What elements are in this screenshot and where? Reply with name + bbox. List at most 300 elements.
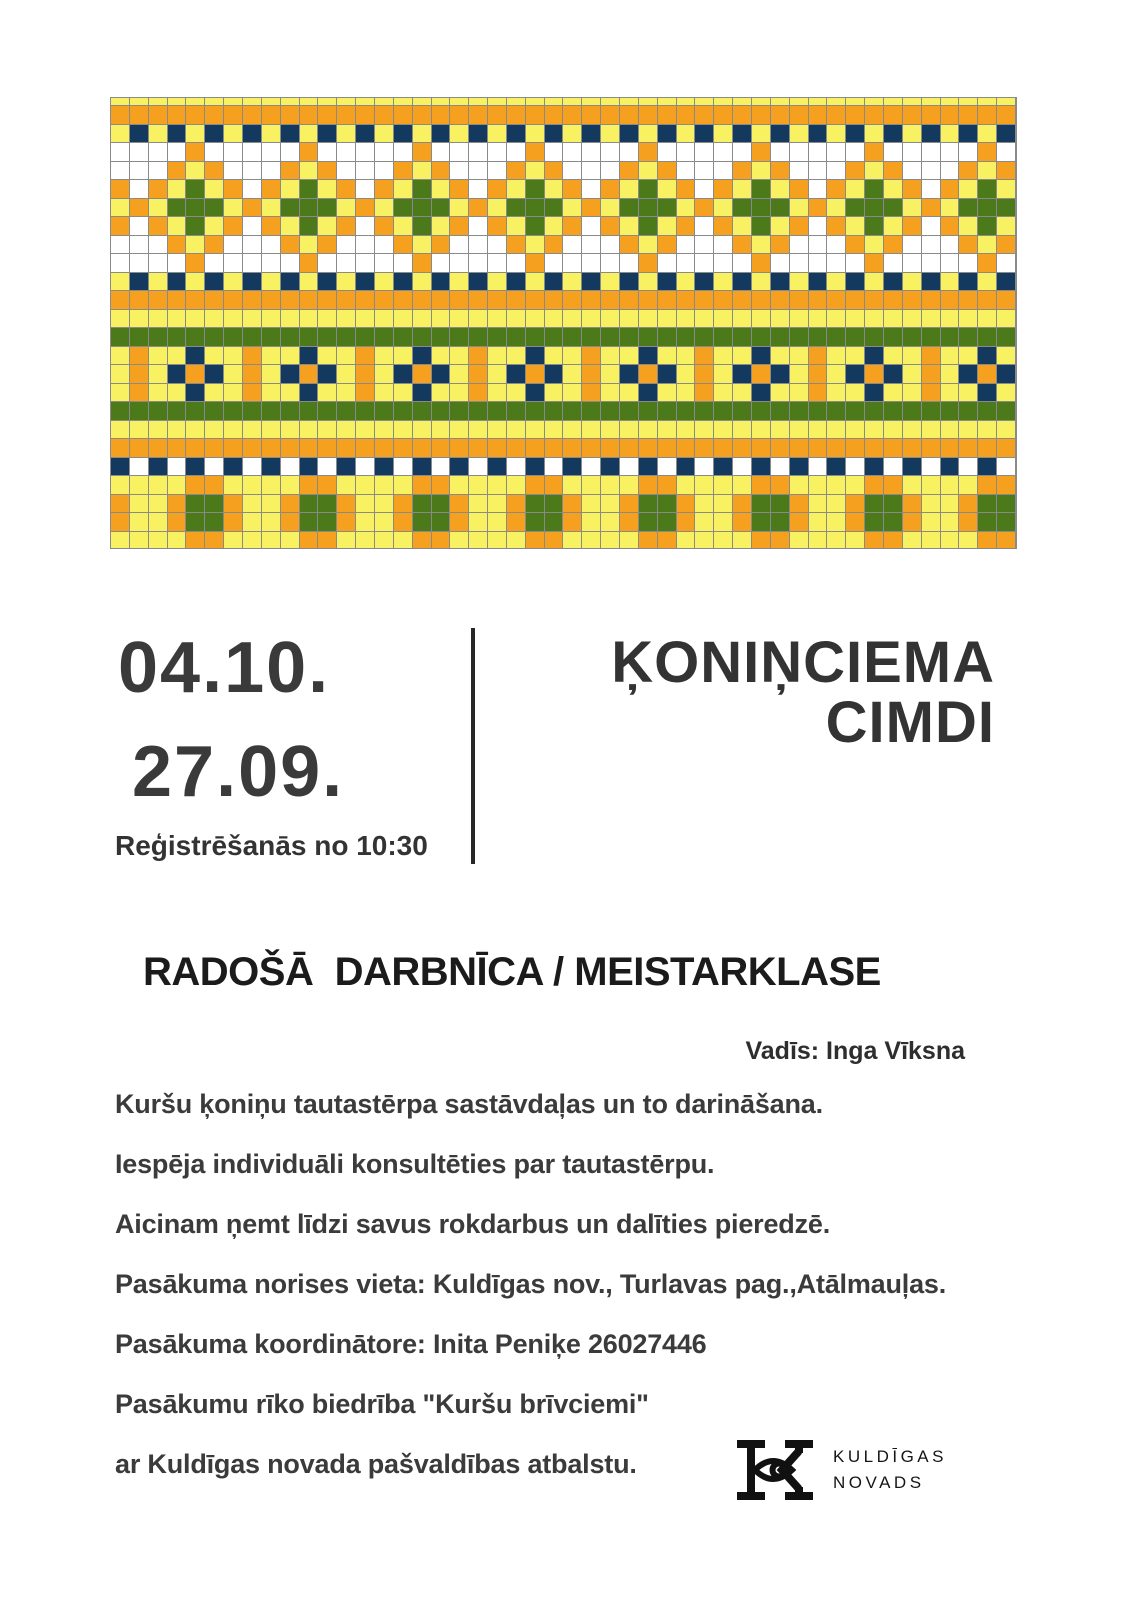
- pattern-cell: [582, 236, 601, 255]
- pattern-cell: [978, 98, 997, 106]
- pattern-cell: [941, 143, 960, 162]
- pattern-cell: [752, 513, 771, 532]
- pattern-cell: [959, 180, 978, 199]
- pattern-cell: [300, 384, 319, 403]
- pattern-cell: [318, 291, 337, 310]
- pattern-cell: [752, 125, 771, 144]
- pattern-cell: [300, 365, 319, 384]
- event-description: [115, 1074, 1035, 1494]
- pattern-cell: [695, 421, 714, 440]
- pattern-cell: [413, 402, 432, 421]
- pattern-cell: [695, 495, 714, 514]
- pattern-cell: [620, 273, 639, 292]
- pattern-cell: [695, 532, 714, 550]
- pattern-cell: [846, 439, 865, 458]
- pattern-cell: [639, 180, 658, 199]
- pattern-cell: [394, 180, 413, 199]
- pattern-cell: [130, 217, 149, 236]
- pattern-cell: [205, 254, 224, 273]
- pattern-cell: [300, 180, 319, 199]
- pattern-cell: [413, 421, 432, 440]
- pattern-cell: [846, 513, 865, 532]
- pattern-cell: [865, 143, 884, 162]
- pattern-cell: [714, 143, 733, 162]
- pattern-cell: [224, 439, 243, 458]
- pattern-cell: [695, 328, 714, 347]
- pattern-cell: [846, 328, 865, 347]
- pattern-cell: [526, 291, 545, 310]
- pattern-cell: [432, 402, 451, 421]
- pattern-cell: [281, 384, 300, 403]
- pattern-cell: [243, 162, 262, 181]
- pattern-cell: [375, 347, 394, 366]
- pattern-cell: [300, 98, 319, 106]
- pattern-cell: [545, 384, 564, 403]
- pattern-cell: [941, 310, 960, 329]
- pattern-cell: [337, 439, 356, 458]
- pattern-cell: [752, 143, 771, 162]
- pattern-cell: [243, 217, 262, 236]
- pattern-cell: [281, 199, 300, 218]
- pattern-cell: [582, 384, 601, 403]
- pattern-cell: [111, 106, 130, 125]
- pattern-cell: [526, 402, 545, 421]
- pattern-cell: [205, 347, 224, 366]
- pattern-cell: [922, 199, 941, 218]
- pattern-cell: [639, 365, 658, 384]
- pattern-cell: [997, 98, 1016, 106]
- pattern-cell: [281, 106, 300, 125]
- pattern-cell: [356, 273, 375, 292]
- pattern-cell: [733, 421, 752, 440]
- pattern-cell: [488, 439, 507, 458]
- pattern-cell: [563, 421, 582, 440]
- pattern-cell: [243, 98, 262, 106]
- pattern-cell: [545, 199, 564, 218]
- pattern-cell: [809, 162, 828, 181]
- pattern-cell: [300, 495, 319, 514]
- pattern-cell: [695, 199, 714, 218]
- pattern-cell: [563, 310, 582, 329]
- pattern-cell: [790, 310, 809, 329]
- pattern-cell: [337, 328, 356, 347]
- pattern-cell: [714, 328, 733, 347]
- event-date-primary: 04.10.: [118, 628, 331, 708]
- pattern-cell: [978, 513, 997, 532]
- pattern-cell: [186, 495, 205, 514]
- pattern-cell: [733, 143, 752, 162]
- pattern-cell: [903, 162, 922, 181]
- pattern-cell: [714, 106, 733, 125]
- pattern-cell: [300, 513, 319, 532]
- pattern-cell: [281, 217, 300, 236]
- pattern-cell: [205, 421, 224, 440]
- pattern-cell: [205, 310, 224, 329]
- pattern-cell: [168, 476, 187, 495]
- pattern-cell: [224, 402, 243, 421]
- pattern-cell: [243, 384, 262, 403]
- pattern-cell: [318, 458, 337, 477]
- pattern-cell: [620, 439, 639, 458]
- pattern-cell: [846, 476, 865, 495]
- pattern-cell: [281, 98, 300, 106]
- pattern-cell: [356, 365, 375, 384]
- pattern-cell: [658, 106, 677, 125]
- pattern-cell: [677, 421, 696, 440]
- pattern-cell: [356, 310, 375, 329]
- pattern-cell: [450, 513, 469, 532]
- pattern-cell: [356, 291, 375, 310]
- pattern-cell: [978, 217, 997, 236]
- pattern-cell: [224, 513, 243, 532]
- pattern-cell: [318, 347, 337, 366]
- pattern-cell: [677, 365, 696, 384]
- pattern-cell: [771, 476, 790, 495]
- pattern-cell: [205, 199, 224, 218]
- pattern-cell: [186, 273, 205, 292]
- pattern-cell: [432, 495, 451, 514]
- pattern-cell: [978, 125, 997, 144]
- pattern-cell: [563, 180, 582, 199]
- pattern-cell: [375, 143, 394, 162]
- pattern-cell: [205, 291, 224, 310]
- pattern-cell: [677, 180, 696, 199]
- pattern-cell: [450, 458, 469, 477]
- pattern-cell: [922, 476, 941, 495]
- pattern-cell: [186, 513, 205, 532]
- pattern-cell: [563, 328, 582, 347]
- pattern-cell: [186, 347, 205, 366]
- pattern-cell: [639, 291, 658, 310]
- pattern-cell: [733, 495, 752, 514]
- pattern-cell: [771, 421, 790, 440]
- pattern-cell: [507, 365, 526, 384]
- pattern-cell: [526, 495, 545, 514]
- pattern-cell: [809, 328, 828, 347]
- pattern-cell: [545, 532, 564, 550]
- pattern-cell: [846, 291, 865, 310]
- pattern-cell: [413, 439, 432, 458]
- pattern-cell: [545, 254, 564, 273]
- pattern-cell: [771, 328, 790, 347]
- pattern-cell: [752, 402, 771, 421]
- pattern-cell: [432, 273, 451, 292]
- pattern-cell: [526, 458, 545, 477]
- pattern-cell: [111, 495, 130, 514]
- pattern-cell: [224, 254, 243, 273]
- pattern-cell: [997, 180, 1016, 199]
- pattern-cell: [318, 254, 337, 273]
- pattern-cell: [262, 98, 281, 106]
- pattern-cell: [356, 199, 375, 218]
- pattern-cell: [130, 162, 149, 181]
- pattern-cell: [582, 180, 601, 199]
- pattern-cell: [545, 106, 564, 125]
- pattern-cell: [733, 384, 752, 403]
- pattern-cell: [601, 476, 620, 495]
- pattern-cell: [450, 125, 469, 144]
- pattern-cell: [752, 98, 771, 106]
- pattern-cell: [394, 365, 413, 384]
- pattern-cell: [846, 125, 865, 144]
- pattern-cell: [130, 180, 149, 199]
- pattern-cell: [224, 162, 243, 181]
- pattern-cell: [375, 421, 394, 440]
- pattern-cell: [582, 458, 601, 477]
- pattern-cell: [771, 143, 790, 162]
- pattern-cell: [469, 310, 488, 329]
- pattern-cell: [639, 439, 658, 458]
- pattern-cell: [865, 365, 884, 384]
- pattern-cell: [997, 328, 1016, 347]
- pattern-cell: [111, 125, 130, 144]
- pattern-cell: [243, 347, 262, 366]
- pattern-cell: [978, 310, 997, 329]
- pattern-cell: [281, 143, 300, 162]
- pattern-cell: [865, 199, 884, 218]
- pattern-cell: [507, 199, 526, 218]
- pattern-cell: [563, 347, 582, 366]
- pattern-cell: [997, 347, 1016, 366]
- pattern-cell: [809, 199, 828, 218]
- pattern-cell: [111, 199, 130, 218]
- pattern-cell: [677, 310, 696, 329]
- pattern-cell: [262, 328, 281, 347]
- pattern-cell: [224, 458, 243, 477]
- pattern-cell: [620, 513, 639, 532]
- event-date-secondary: 27.09.: [132, 732, 345, 812]
- pattern-cell: [149, 217, 168, 236]
- pattern-cell: [243, 106, 262, 125]
- pattern-cell: [526, 532, 545, 550]
- pattern-cell: [771, 458, 790, 477]
- pattern-cell: [205, 143, 224, 162]
- pattern-cell: [205, 217, 224, 236]
- pattern-cell: [978, 328, 997, 347]
- pattern-cell: [111, 217, 130, 236]
- pattern-cell: [130, 125, 149, 144]
- pattern-cell: [300, 347, 319, 366]
- pattern-cell: [978, 291, 997, 310]
- pattern-cell: [809, 291, 828, 310]
- pattern-cell: [375, 532, 394, 550]
- pattern-cell: [300, 254, 319, 273]
- pattern-cell: [318, 532, 337, 550]
- pattern-cell: [432, 476, 451, 495]
- pattern-cell: [997, 143, 1016, 162]
- municipality-logo: [737, 1440, 947, 1500]
- pattern-cell: [507, 106, 526, 125]
- pattern-cell: [111, 347, 130, 366]
- pattern-cell: [413, 458, 432, 477]
- pattern-cell: [224, 310, 243, 329]
- pattern-cell: [281, 273, 300, 292]
- pattern-cell: [941, 532, 960, 550]
- pattern-cell: [375, 106, 394, 125]
- pattern-cell: [620, 143, 639, 162]
- pattern-cell: [507, 180, 526, 199]
- pattern-cell: [563, 98, 582, 106]
- pattern-cell: [507, 476, 526, 495]
- pattern-cell: [507, 273, 526, 292]
- pattern-cell: [884, 384, 903, 403]
- pattern-cell: [432, 439, 451, 458]
- pattern-cell: [224, 125, 243, 144]
- pattern-cell: [186, 291, 205, 310]
- pattern-cell: [168, 347, 187, 366]
- pattern-cell: [903, 458, 922, 477]
- pattern-cell: [413, 162, 432, 181]
- pattern-cell: [281, 365, 300, 384]
- pattern-cell: [695, 402, 714, 421]
- pattern-cell: [205, 458, 224, 477]
- pattern-cell: [997, 291, 1016, 310]
- pattern-cell: [790, 98, 809, 106]
- pattern-cell: [658, 458, 677, 477]
- pattern-cell: [168, 125, 187, 144]
- pattern-cell: [488, 273, 507, 292]
- pattern-cell: [111, 476, 130, 495]
- pattern-cell: [130, 402, 149, 421]
- pattern-cell: [413, 310, 432, 329]
- pattern-cell: [620, 495, 639, 514]
- pattern-cell: [695, 365, 714, 384]
- poster-title-line1: ĶONIŅCIEMA: [611, 630, 995, 695]
- pattern-cell: [394, 291, 413, 310]
- pattern-cell: [375, 254, 394, 273]
- pattern-cell: [186, 143, 205, 162]
- pattern-cell: [469, 365, 488, 384]
- pattern-cell: [526, 365, 545, 384]
- pattern-cell: [978, 106, 997, 125]
- pattern-cell: [884, 217, 903, 236]
- pattern-cell: [262, 273, 281, 292]
- pattern-cell: [601, 143, 620, 162]
- pattern-cell: [752, 421, 771, 440]
- pattern-cell: [300, 199, 319, 218]
- pattern-cell: [413, 254, 432, 273]
- pattern-cell: [356, 495, 375, 514]
- pattern-cell: [959, 365, 978, 384]
- pattern-cell: [771, 365, 790, 384]
- pattern-cell: [111, 291, 130, 310]
- pattern-cell: [526, 421, 545, 440]
- pattern-cell: [243, 236, 262, 255]
- pattern-cell: [300, 421, 319, 440]
- pattern-cell: [526, 125, 545, 144]
- pattern-cell: [300, 402, 319, 421]
- pattern-cell: [205, 106, 224, 125]
- pattern-cell: [186, 236, 205, 255]
- pattern-cell: [978, 365, 997, 384]
- pattern-cell: [205, 384, 224, 403]
- pattern-cell: [752, 217, 771, 236]
- pattern-cell: [677, 143, 696, 162]
- pattern-cell: [752, 162, 771, 181]
- pattern-cell: [394, 513, 413, 532]
- pattern-cell: [300, 143, 319, 162]
- pattern-cell: [526, 162, 545, 181]
- pattern-cell: [658, 328, 677, 347]
- pattern-cell: [733, 125, 752, 144]
- pattern-cell: [507, 384, 526, 403]
- pattern-cell: [168, 328, 187, 347]
- pattern-cell: [224, 143, 243, 162]
- pattern-cell: [318, 143, 337, 162]
- pattern-cell: [526, 236, 545, 255]
- pattern-cell: [375, 217, 394, 236]
- pattern-cell: [186, 180, 205, 199]
- pattern-cell: [356, 217, 375, 236]
- pattern-cell: [922, 236, 941, 255]
- pattern-cell: [639, 236, 658, 255]
- pattern-cell: [997, 384, 1016, 403]
- pattern-cell: [224, 106, 243, 125]
- pattern-cell: [262, 125, 281, 144]
- pattern-cell: [337, 476, 356, 495]
- pattern-cell: [111, 439, 130, 458]
- kuldigas-novads-logo-icon: [737, 1440, 813, 1500]
- pattern-cell: [582, 217, 601, 236]
- pattern-cell: [865, 513, 884, 532]
- pattern-cell: [318, 162, 337, 181]
- pattern-cell: [281, 513, 300, 532]
- pattern-cell: [601, 180, 620, 199]
- pattern-cell: [375, 98, 394, 106]
- pattern-cell: [677, 532, 696, 550]
- pattern-cell: [752, 458, 771, 477]
- pattern-cell: [771, 236, 790, 255]
- pattern-cell: [733, 199, 752, 218]
- pattern-cell: [809, 532, 828, 550]
- pattern-cell: [903, 421, 922, 440]
- pattern-cell: [563, 254, 582, 273]
- pattern-cell: [356, 98, 375, 106]
- pattern-cell: [186, 106, 205, 125]
- pattern-cell: [922, 347, 941, 366]
- pattern-cell: [186, 254, 205, 273]
- pattern-cell: [507, 254, 526, 273]
- pattern-cell: [149, 476, 168, 495]
- pattern-cell: [658, 310, 677, 329]
- pattern-cell: [752, 254, 771, 273]
- pattern-cell: [884, 421, 903, 440]
- pattern-cell: [394, 98, 413, 106]
- pattern-cell: [243, 532, 262, 550]
- pattern-cell: [375, 439, 394, 458]
- pattern-cell: [488, 106, 507, 125]
- pattern-cell: [337, 291, 356, 310]
- pattern-cell: [300, 125, 319, 144]
- pattern-cell: [978, 532, 997, 550]
- pattern-cell: [111, 402, 130, 421]
- pattern-cell: [356, 402, 375, 421]
- pattern-cell: [620, 98, 639, 106]
- pattern-cell: [658, 254, 677, 273]
- pattern-cell: [469, 532, 488, 550]
- pattern-cell: [563, 217, 582, 236]
- pattern-cell: [469, 199, 488, 218]
- pattern-cell: [149, 384, 168, 403]
- pattern-cell: [714, 291, 733, 310]
- pattern-cell: [639, 162, 658, 181]
- pattern-cell: [658, 347, 677, 366]
- pattern-cell: [582, 143, 601, 162]
- pattern-cell: [658, 143, 677, 162]
- pattern-cell: [790, 365, 809, 384]
- pattern-cell: [733, 162, 752, 181]
- pattern-cell: [130, 291, 149, 310]
